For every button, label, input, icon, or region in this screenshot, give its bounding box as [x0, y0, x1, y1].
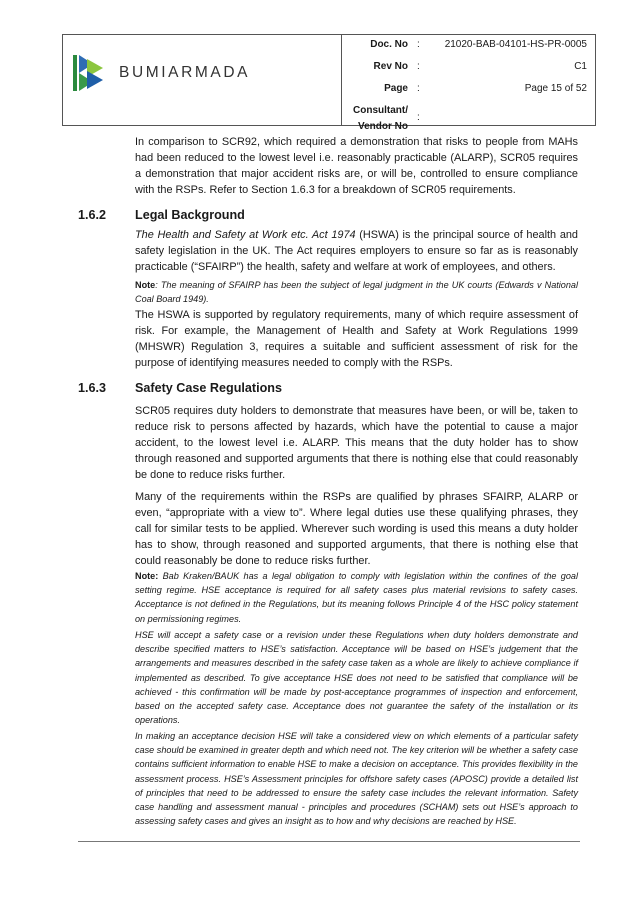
section-title: Legal Background [135, 208, 245, 222]
note-label: Note: [135, 571, 159, 581]
meta-label: Page [384, 83, 408, 94]
paragraph-scr05: SCR05 requires duty holders to demonstrate that measures have been, or will be, taken to reduce risk to persons affected by hazards, which have the potential to cause a major accident, to the lowest level i.e. ALARP. This means that the duty holder has to show through reasoned and supported arguments that there is nothing else that could reasonably be done to reduce risks further. [135, 405, 578, 481]
paragraph-qualifying-phrases: Many of the requirements within the RSPs are qualified by phrases SFAIRP, ALARP or even, “appropriate with a view to”. Where legal duties use these qualifying phrases, they call for similar tests to be applied. Wherever such wording is used this means a duty holder has to show, through reasoned and supported arguments, that there is nothing else that could reasonably be done to reduce risks further. [135, 491, 578, 567]
note-label: Note [135, 280, 156, 290]
document-meta-table [341, 35, 595, 132]
section-title: Safety Case Regulations [135, 381, 282, 395]
section-number: 1.6.3 [78, 381, 107, 395]
note-sfairp [135, 278, 578, 306]
meta-value: C1 [574, 61, 587, 72]
meta-label: Consultant/ Vendor No [353, 105, 408, 132]
meta-value: 21020-BAB-04101-HS-PR-0005 [444, 39, 587, 50]
bumiarmada-logo-icon [73, 55, 107, 91]
note-hse-acceptance: HSE will accept a safety case or a revision under these Regulations when duty holders demonstrate and describe specified matters to HSE’s satisfaction. Acceptance will be based on HSE’s judgement that the arrangements and measures described in the safety case taken as a whole are likely to achieve compliance if implemented as described. To give acceptance HSE does not need to be satisfied that compliance will be achieved - this confirmation will be made by post-acceptance programmes of inspection and enforcement, based on the accepted safety case. Acceptance does not guarantee the safety of the installation or its operations. [135, 630, 578, 726]
section-number: 1.6.2 [78, 208, 107, 222]
document-header [62, 34, 596, 132]
meta-row-consultant [342, 103, 595, 135]
note-text: : The meaning of SFAIRP has been the subject of legal judgment in the UK courts (Edwards v National Coal Board 1949). [135, 280, 578, 305]
meta-label: Rev No [373, 61, 408, 72]
note-text: Bab Kraken/BAUK has a legal obligation to comply with legislation within the confines of the goal setting regime. HSE acceptance is required for all safety cases plus material revisions to safety cases. Acceptance is not defined in the Regulations, but its meaning follows Principle 4 of the HSC policy statement on permissioning regimes. [135, 571, 578, 624]
meta-colon: : [417, 39, 420, 50]
meta-colon: : [417, 83, 420, 94]
paragraph-mhswr: The HSWA is supported by regulatory requirements, many of which require assessment of risk. For example, the Management of Health and Safety at Work Regulations 1999 (MHSWR) Regulation 3, requires a suitable and sufficient assessment of risk for the purpose of identifying measures needed to comply with the RSPs. [135, 309, 578, 369]
note-legal-obligation [135, 569, 578, 626]
footer-divider [78, 841, 580, 842]
meta-row-page [342, 83, 595, 103]
intro-paragraph: In comparison to SCR92, which required a demonstration that risks to people from MAHs had been reduced to the lowest level i.e. reasonably practicable (ALARP), SCR05 requires a demonstration that major accident risks are, or will be, controlled to ensure compliance with the RSPs. Refer to Section 1.6.3 for a breakdown of SCR05 requirements. [135, 136, 578, 196]
brand-name: BUMIARMADA [119, 64, 251, 81]
meta-colon: : [417, 112, 420, 123]
act-title: The Health and Safety at Work etc. Act 1974 [135, 229, 356, 241]
meta-row-rev-no [342, 61, 595, 81]
meta-colon: : [417, 61, 420, 72]
meta-label: Doc. No [370, 39, 408, 50]
paragraph-hswa [135, 228, 578, 276]
paragraph-text: (HSWA) is the principal source of health and safety legislation in the UK. The Act requires employers to ensure so far as is reasonably practicable (“SFAIRP”) the health, safety and welfare at work of employees, and others. [135, 229, 578, 273]
note-acceptance-decision: In making an acceptance decision HSE will take a considered view on which elements of a particular safety case should be examined in greater depth and which need not. The key criterion will be whether a safety case contains sufficient information to enable HSE to make a decision on acceptance. This provides flexibility in the assessment process. HSE’s Assessment principles for offshore safety cases (APOSC) provide a detailed list of principles that need to be addressed to ensure the safety case includes the relevant information. Safety case handling and assessment manual - principles and procedures (SCHAM) sets out HSE’s approach to assessing safety cases and gives an insight as to how and why decisions are reached by HSE. [135, 731, 578, 827]
company-logo [73, 55, 250, 91]
meta-row-doc-no [342, 39, 595, 59]
meta-value: Page 15 of 52 [524, 83, 587, 94]
